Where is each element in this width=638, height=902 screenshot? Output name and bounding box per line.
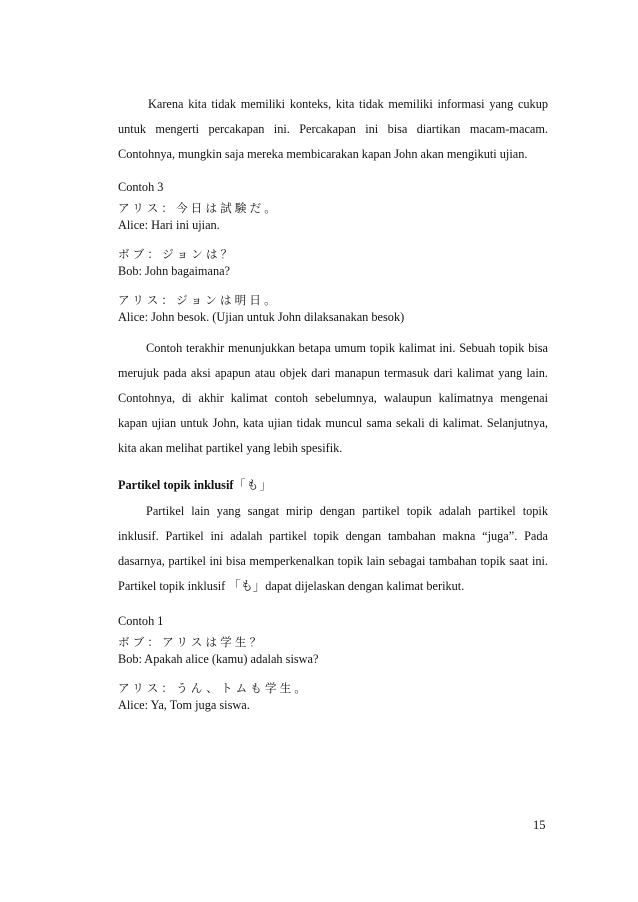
example-1-line-1-translation: Bob: Apakah alice (kamu) adalah siswa? (118, 652, 319, 666)
section-heading (118, 475, 548, 495)
paragraph-topic-generality: Contoh terakhir menunjukkan betapa umum topik kalimat ini. Sebuah topik bisa merujuk pada aksi apapun atau objek dari manapun termasuk dari kalimat yang lain. Contohnya, di akhir kalimat contoh sebelumnya, walaupun kalimatnya mengenai kapan ujian untuk John, kata ujian tidak muncul sama sekali di kalimat. Selanjutnya, kita akan melihat partikel yang lebih spesifik. (118, 341, 548, 455)
example-3-line-2-jp: ボブ：ジョンは？ (118, 247, 236, 261)
paragraph-context: Karena kita tidak memiliki konteks, kita tidak memiliki informasi yang cukup untuk mengerti percakapan ini. Percakapan ini bisa diartikan macam-macam. Contohnya, mungkin saja mereka membicarakan kapan John akan mengikuti ujian. (118, 97, 548, 161)
example-3-line-1-translation: Alice: Hari ini ujian. (118, 218, 220, 232)
example-1-line-1-jp: ボブ：アリスは学生？ (118, 635, 265, 649)
example-1-line-2-jp: アリス：うん、トムも学生。 (118, 681, 310, 695)
example-3-line-3-translation: Alice: John besok. (Ujian untuk John dilaksanakan besok) (118, 310, 405, 324)
example-1-label: Contoh 1 (118, 614, 164, 628)
example-3-line-2-translation: Bob: John bagaimana? (118, 264, 231, 278)
example-3-line-1-jp: アリス：今日は試験だ。 (118, 201, 280, 215)
page-number: 15 (533, 818, 546, 832)
example-3-label: Contoh 3 (118, 180, 164, 194)
page-body (118, 92, 548, 714)
example-1-line-2-translation: Alice: Ya, Tom juga siswa. (118, 698, 250, 712)
example-3-line-3-jp: アリス：ジョンは明日。 (118, 293, 279, 307)
section-heading-particle: 「も」 (233, 478, 273, 492)
section-heading-text: Partikel topik inklusif (118, 478, 234, 492)
paragraph-inclusive-particle: Partikel lain yang sangat mirip dengan partikel topik adalah partikel topik inklusif. Partikel ini adalah partikel topik dengan tambahan makna “juga”. Pada dasarnya, partikel ini bisa memperkenalkan topik lain sebagai tambahan topik saat ini. Partikel topik inklusif 「も」dapat dijelaskan dengan kalimat berikut. (118, 504, 548, 593)
